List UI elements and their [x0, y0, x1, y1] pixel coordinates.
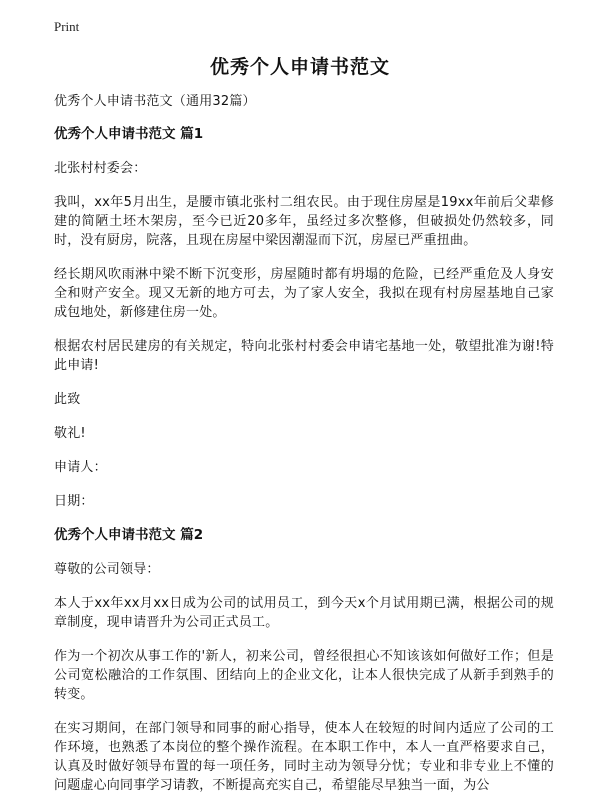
closing: 此致 [54, 392, 81, 407]
paragraph: 经长期风吹雨淋中梁不断下沉变形，房屋随时都有坍塌的危险，已经严重危及人身安全和财产安全。现又无新的地方可去，为了家人安全，我拟在现有村房屋基地自己家成包地处，新修建住房一处。 [54, 267, 554, 320]
salutation: 尊敬的公司领导： [54, 562, 160, 577]
document-title: 优秀个人申请书范文 [209, 56, 390, 78]
paragraph: 本人于xx年xx月xx日成为公司的试用员工，到今天x个月试用期已满，根据公司的规章制度，现申请晋升为公司正式员工。 [54, 596, 554, 630]
section-heading: 优秀个人申请书范文 篇1 [54, 126, 204, 142]
salutation: 北张村村委会： [54, 161, 147, 176]
section-2 [54, 526, 554, 795]
paragraph: 我叫，xx年5月出生，是腰市镇北张村二组农民。由于现住房屋是19xx年前后父辈修建的简陋土坯木架房，至今已近20多年，虽经过多次整修，但破损处仍然较多，同时，没有厨房，院落，且现在房屋中梁因潮湿而下沉，房屋已严重扭曲。 [54, 195, 554, 248]
document-body [54, 92, 554, 810]
document-subtitle: 优秀个人申请书范文（通用32篇） [54, 94, 256, 109]
paragraph: 在实习期间，在部门领导和同事的耐心指导，使本人在较短的时间内适应了公司的工作环境，也熟悉了本岗位的整个操作流程。在本职工作中，本人一直严格要求自己，认真及时做好领导布置的每一项任务，同时主动为领导分忧；专业和非专业上不懂的问题虚心向同事学习请教，不断提高充实自己，希望能尽早独当一面，为公 [54, 721, 554, 793]
section-1 [54, 125, 554, 511]
closing-greeting: 敬礼! [54, 426, 86, 441]
print-label: Print [54, 19, 80, 34]
paragraph: 作为一个初次从事工作的'新人，初来公司，曾经很担心不知该该如何做好工作；但是公司宽松融洽的工作氛围、团结向上的企业文化，让本人很快完成了从新手到熟手的转变。 [54, 649, 554, 702]
paragraph: 根据农村居民建房的有关规定，特向北张村村委会申请宅基地一处，敬望批准为谢!特此申请! [54, 339, 554, 373]
section-heading: 优秀个人申请书范文 篇2 [54, 527, 204, 543]
date-line: 日期： [54, 494, 94, 509]
applicant-line: 申请人： [54, 460, 107, 475]
